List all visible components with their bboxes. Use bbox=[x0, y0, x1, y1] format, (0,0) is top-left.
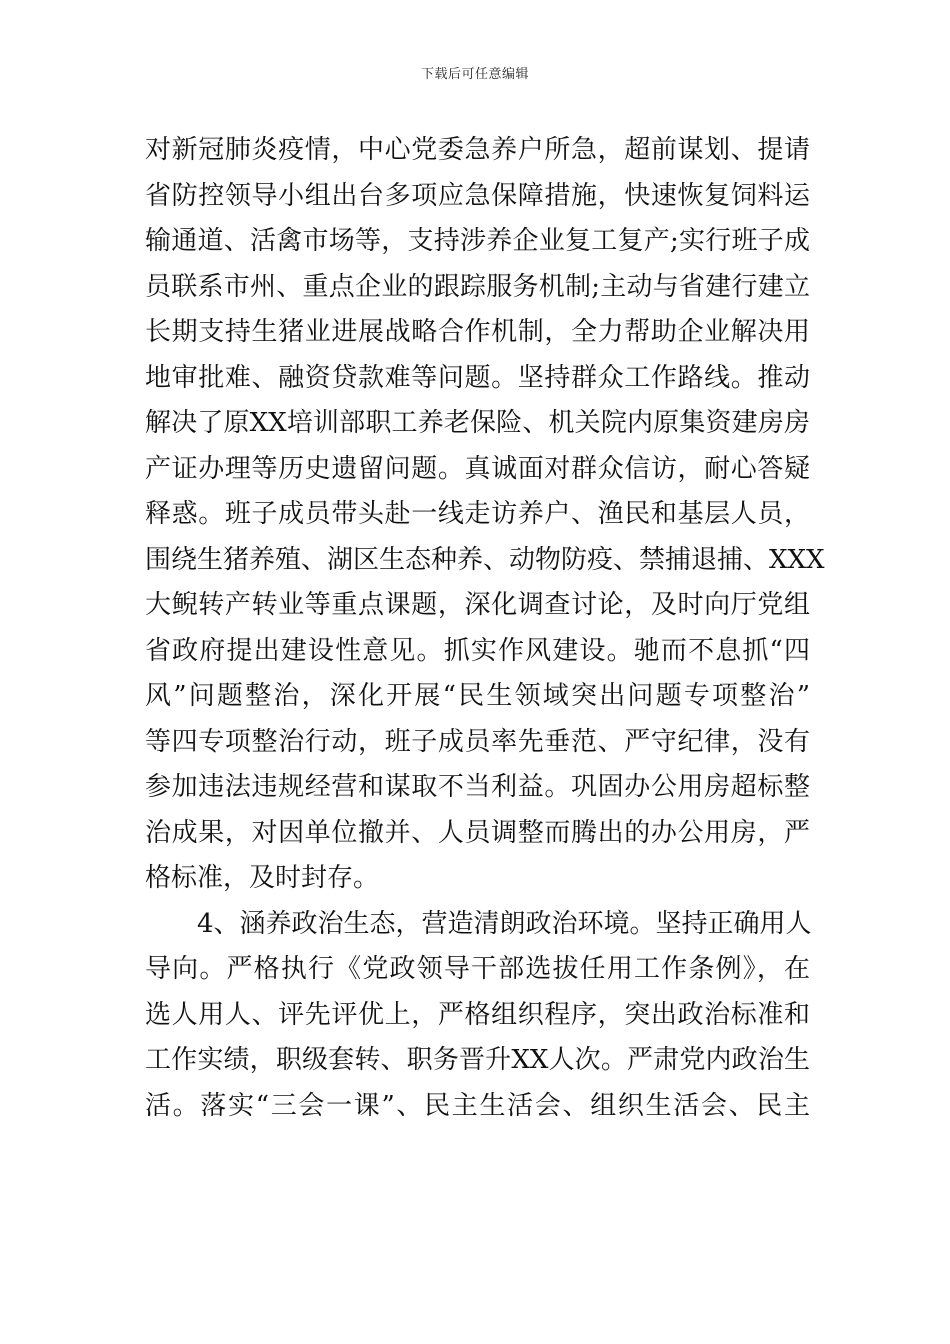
text-line: 大鲵转产转业等重点课题，深化调查讨论，及时向厅党组 bbox=[145, 590, 810, 620]
text-line: 地审批难、融资贷款难等问题。坚持群众工作路线。推动 bbox=[145, 362, 810, 393]
text-line: 员联系市州、重点企业的跟踪服务机制;主动与省建行建立 bbox=[145, 271, 810, 302]
text-line: 等四专项整治行动，班子成员率先垂范、严守纪律，没有 bbox=[145, 726, 810, 757]
text-line: 导向。严格执行《党政领导干部选拔任用工作条例》，在 bbox=[145, 954, 810, 984]
text-line: 长期支持生猪业进展战略合作机制，全力帮助企业解决用 bbox=[145, 317, 810, 347]
text-line: 工作实绩，职级套转、职务晋升XX人次。严肃党内政治生 bbox=[145, 1045, 810, 1075]
text-line: 对新冠肺炎疫情，中心党委急养户所急，超前谋划、提请 bbox=[145, 135, 810, 165]
text-line: 释惑。班子成员带头赴一线走访养户、渔民和基层人员， bbox=[145, 499, 810, 529]
text-line: 围绕生猪养殖、湖区生态种养、动物防疫、禁捕退捕、XXX bbox=[145, 544, 825, 575]
paragraph-1 bbox=[145, 128, 825, 902]
text-line: 风”问题整治，深化开展“民生领域突出问题专项整治” bbox=[145, 681, 810, 711]
page-header: 下载后可任意编辑 bbox=[420, 67, 529, 82]
text-line: 治成果，对因单位撤并、人员调整而腾出的办公用房，严 bbox=[145, 817, 810, 848]
text-line: 解决了原XX培训部职工养老保险、机关院内原集资建房房 bbox=[145, 408, 810, 438]
text-line: 格标准，及时封存。 bbox=[145, 863, 380, 893]
text-line: 4、涵养政治生态，营造清朗政治环境。坚持正确用人 bbox=[197, 908, 812, 939]
text-line: 省防控领导小组出台多项应急保障措施，快速恢复饲料运 bbox=[145, 180, 810, 211]
text-line: 产证办理等历史遗留问题。真诚面对群众信访，耐心答疑 bbox=[145, 453, 810, 484]
text-line: 省政府提出建设性意见。抓实作风建设。驰而不息抓“四 bbox=[145, 635, 810, 666]
document-body bbox=[145, 128, 825, 1129]
paragraph-2 bbox=[145, 902, 810, 1130]
text-line: 参加违法违规经营和谋取不当利益。巩固办公用房超标整 bbox=[145, 772, 810, 802]
text-line: 选人用人、评先评优上，严格组织程序，突出政治标准和 bbox=[145, 999, 810, 1030]
text-line: 输通道、活禽市场等，支持涉养企业复工复产;实行班子成 bbox=[145, 226, 810, 256]
text-line: 活。落实“三会一课”、民主生活会、组织生活会、民主 bbox=[145, 1090, 810, 1121]
